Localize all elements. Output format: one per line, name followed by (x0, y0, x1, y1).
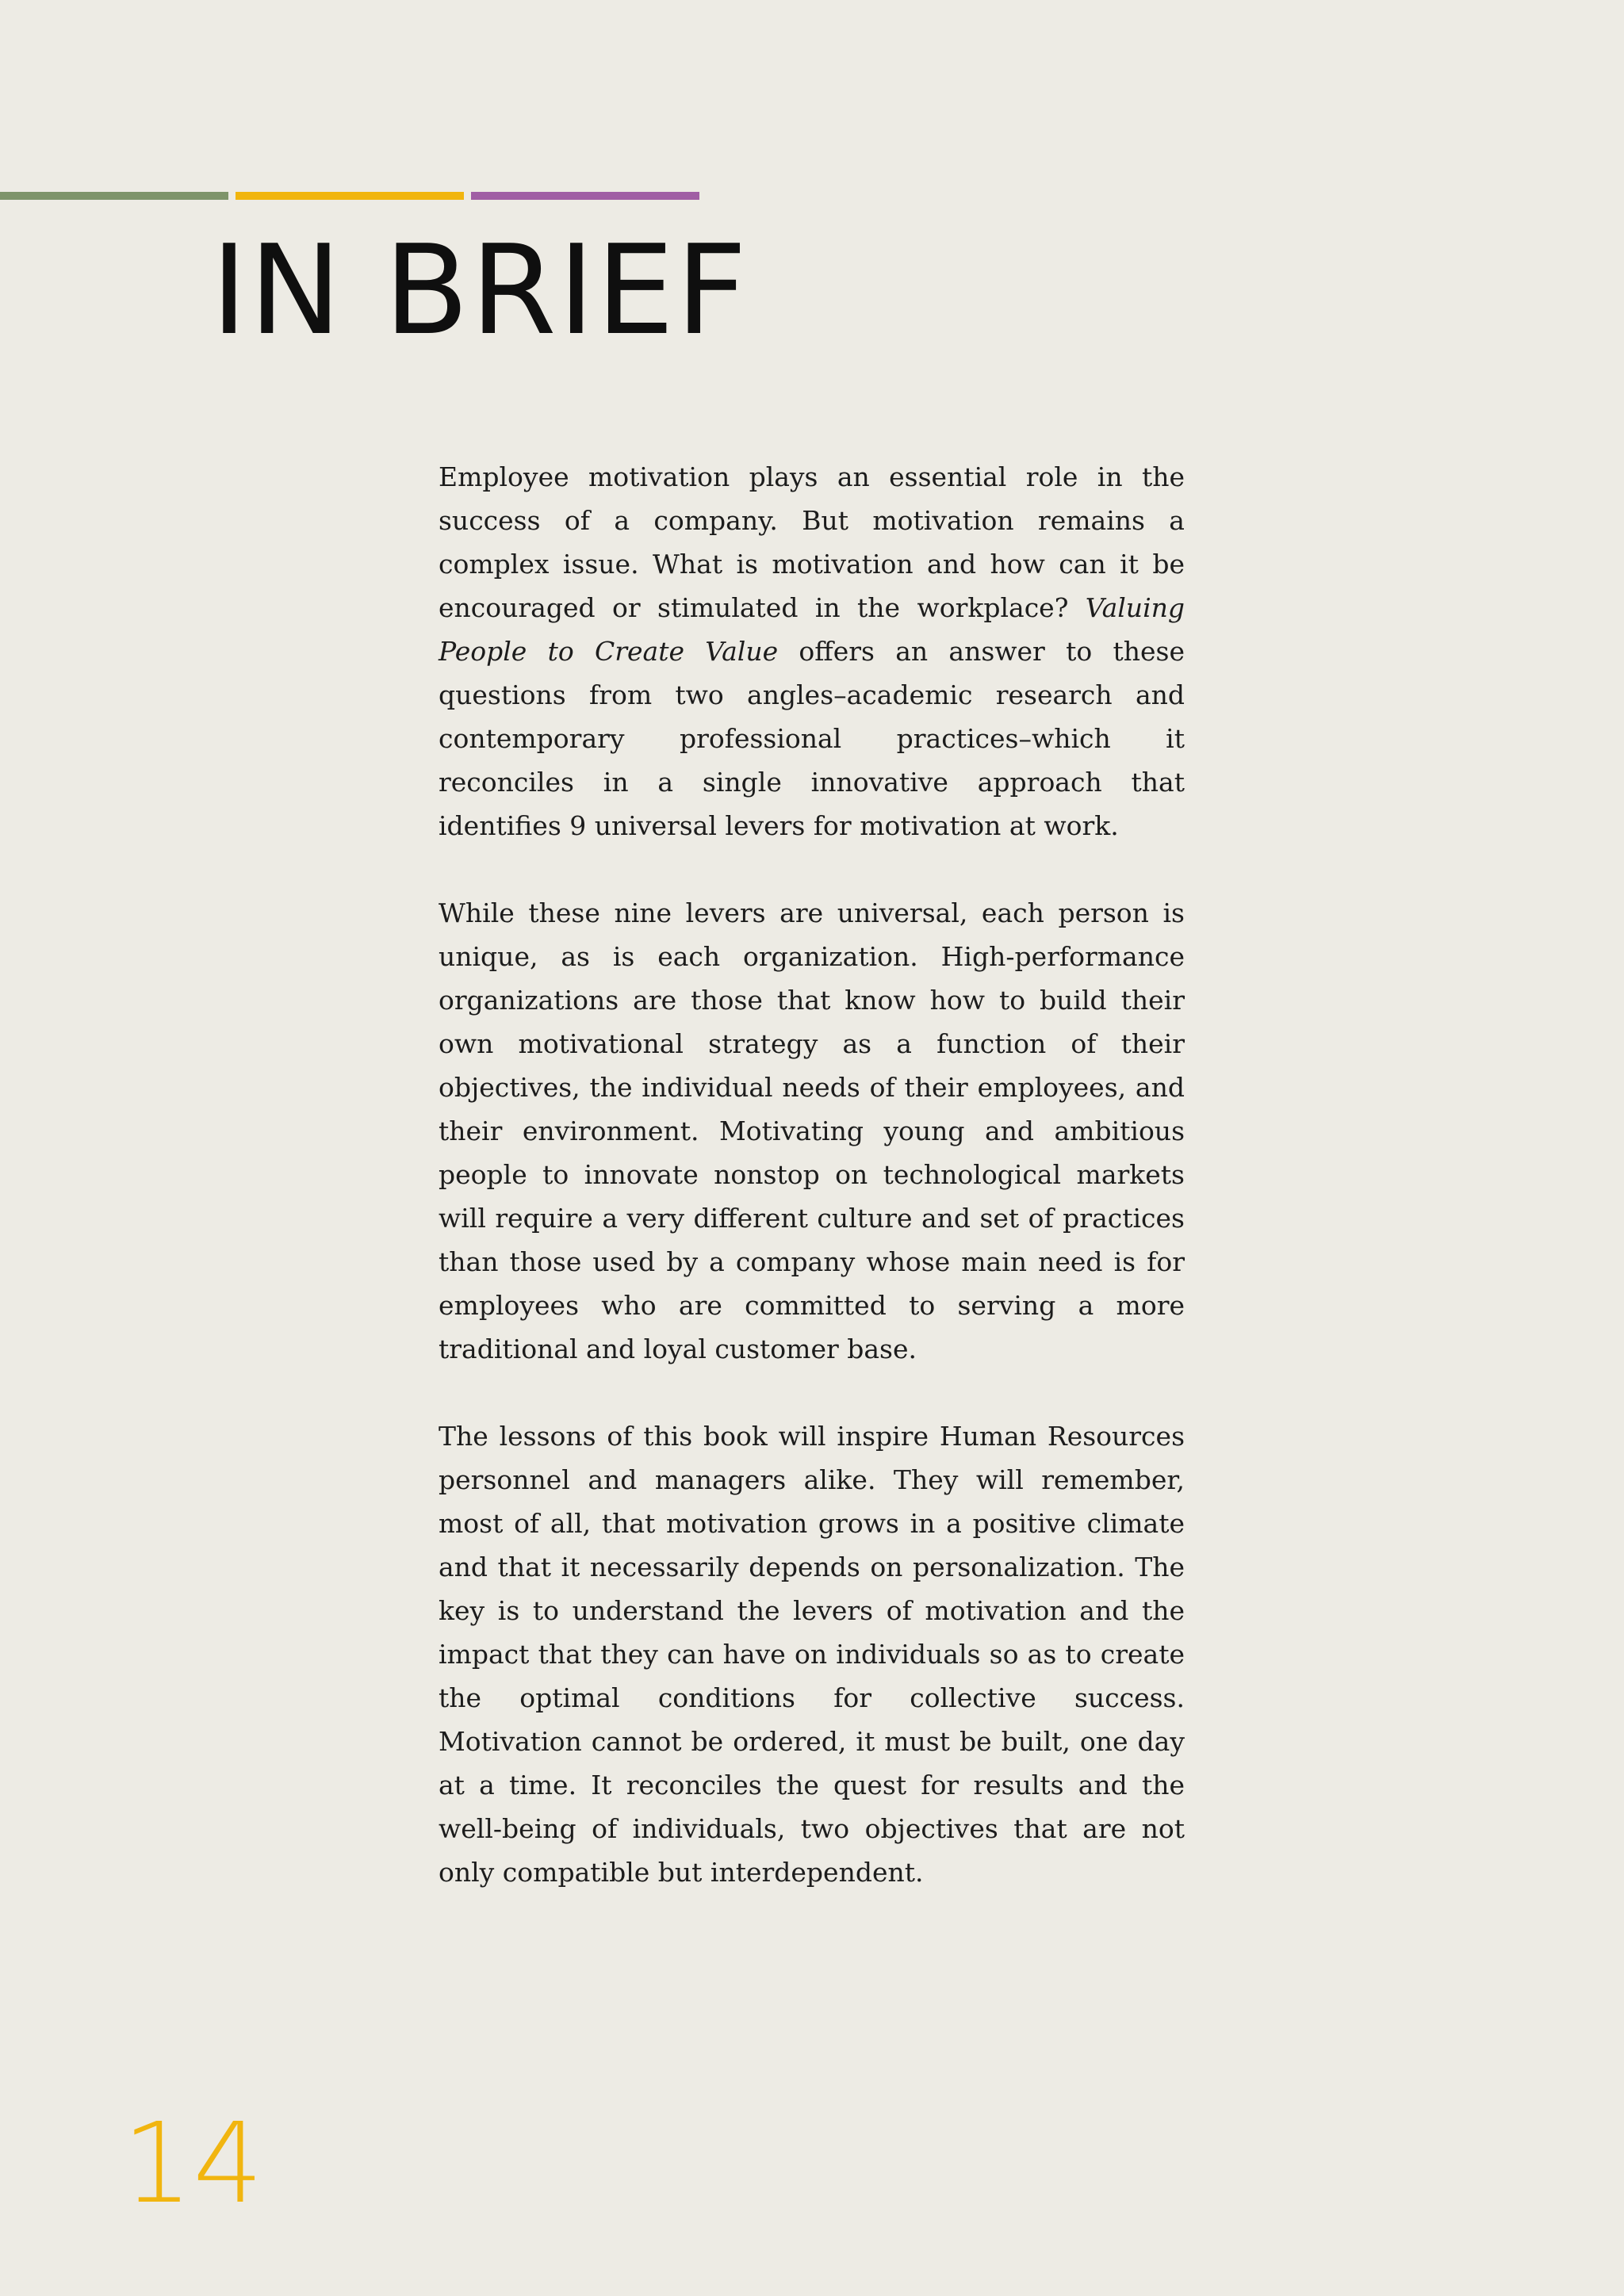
body-text (439, 455, 1185, 1938)
paragraph-2: While these nine levers are universal, each person is unique, as is each organization. High-performance organizations are those that know how to build their own motivational strategy as a function of their objectives, the individual needs of their employees, and their environment. Motivating young and ambitious people to innovate nonstop on technological markets will require a very different culture and set of practices than those used by a company whose main need is for employees who are committed to serving a more traditional and loyal customer base. (439, 897, 1185, 1364)
page-number: 14 (122, 2099, 264, 2229)
yellow-accent-rule (236, 192, 464, 200)
paragraph-3: The lessons of this book will inspire Human Resources personnel and managers alike. They will remember, most of all, that motivation grows in a positive climate and that it necessarily depends on personalization. The key is to understand the levers of motivation and the impact that they can have on individuals so as to create the optimal conditions for collective success. Motivation cannot be ordered, it must be built, one day at a time. It reconciles the quest for results and the well-being of individuals, two objectives that are not only compatible but interdependent. (439, 1421, 1185, 1888)
purple-accent-rule (471, 192, 699, 200)
paragraph-1-rest: offers an answer to these questions from two angles–academic research and contemporary professional practices–which it reconciles in a single innovative approach that identifies 9 universal levers for motivation at work. (439, 636, 1185, 841)
paragraph-1-intro: Employee motivation plays an essential role in the success of a company. But motivation remains a complex issue. What is motivation and how can it be encouraged or stimulated in the workplace? (439, 461, 1185, 623)
paragraph-1 (439, 455, 1185, 848)
green-accent-rule (0, 192, 228, 200)
page-heading: IN BRIEF (211, 218, 749, 362)
book-title: Valuing People to Create Value (439, 592, 1185, 667)
